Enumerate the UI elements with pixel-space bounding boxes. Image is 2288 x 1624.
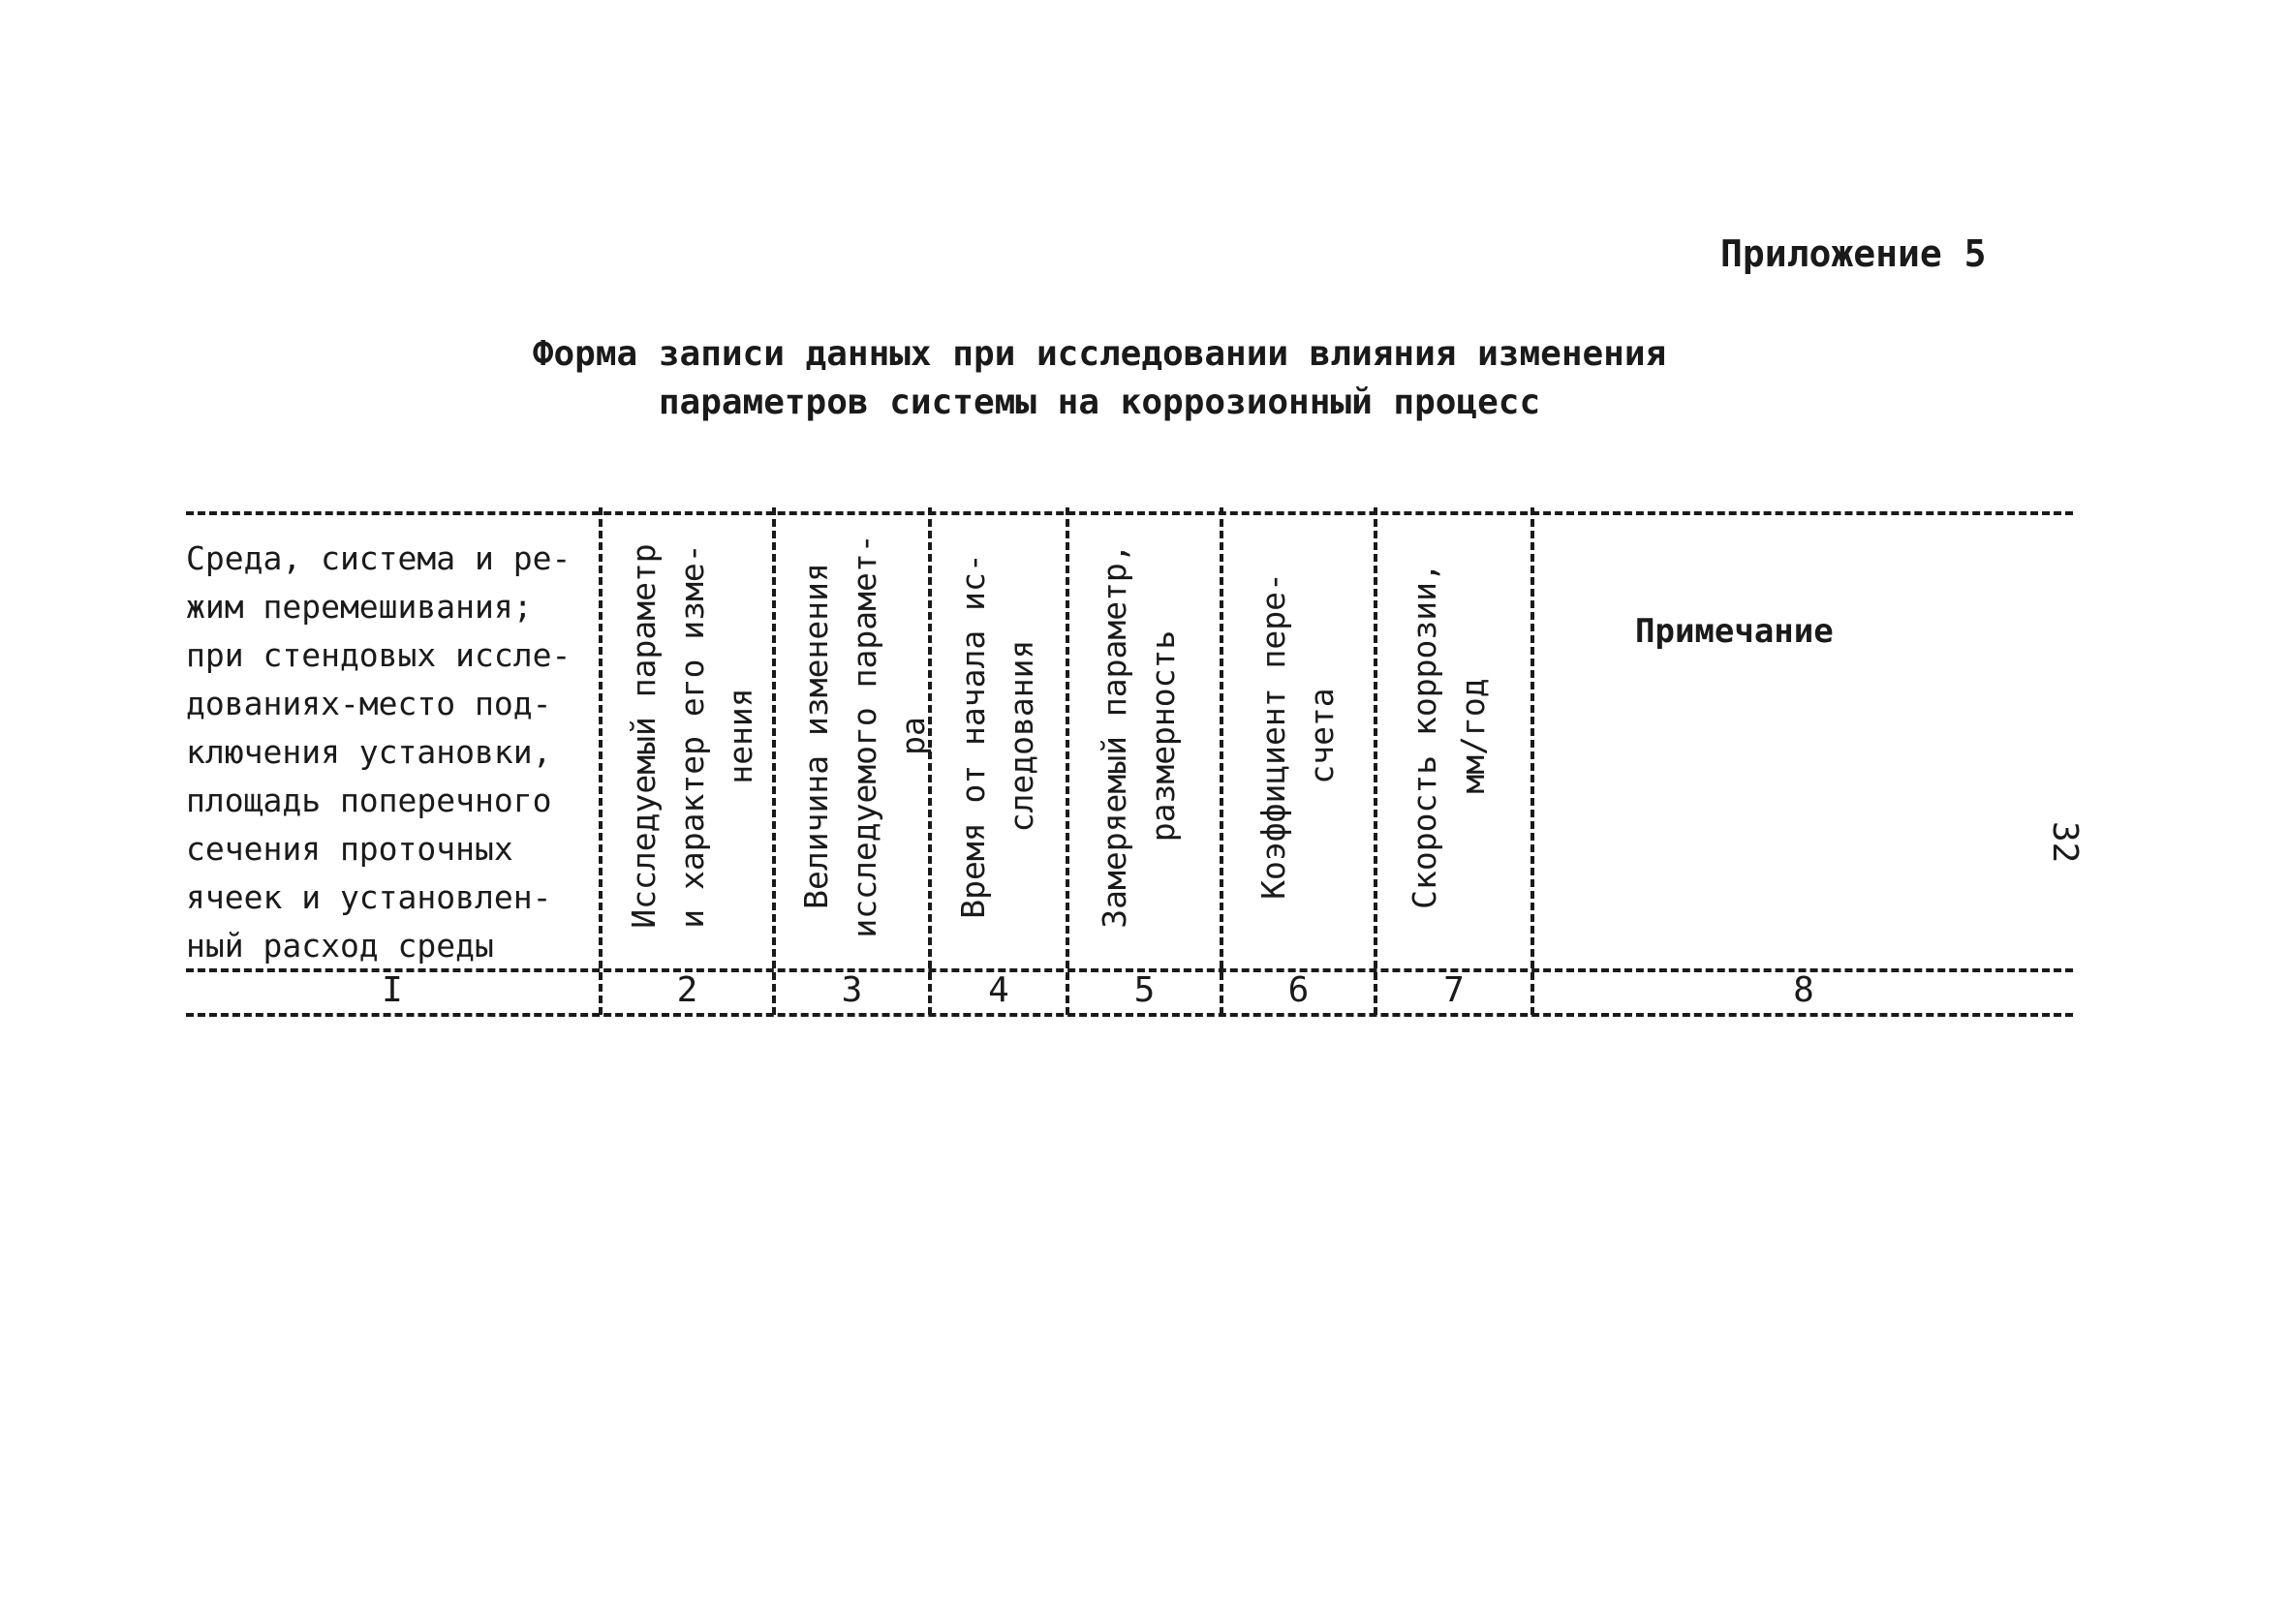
header-cell-7: Скорость коррозии, мм/год	[1406, 563, 1492, 909]
column-number-6: 6	[1287, 970, 1310, 1010]
column-number-7: 7	[1443, 970, 1465, 1010]
document-title-line-1: Форма записи данных при исследовании влияния изменения	[532, 334, 1667, 374]
appendix-label: Приложение 5	[1720, 232, 1987, 275]
column-divider-1	[599, 507, 603, 1015]
column-divider-4	[1066, 507, 1069, 1015]
header-cell-5-wrap	[1091, 513, 1207, 959]
header-cell-3: Величина изменения исследуемого парамет- ра	[797, 534, 932, 938]
document-title-line-2: параметров системы на коррозионный процесс	[658, 383, 1541, 422]
column-number-3: 3	[841, 970, 863, 1010]
column-divider-7	[1530, 507, 1534, 1015]
header-cell-4: Время от начала ис- следования	[954, 553, 1040, 919]
column-number-2: 2	[676, 970, 698, 1010]
header-cell-2-wrap	[620, 513, 765, 959]
header-cell-8: Примечание	[1635, 612, 1834, 651]
column-divider-6	[1374, 507, 1377, 1015]
header-cell-6-wrap	[1250, 513, 1366, 959]
header-cell-1: Среда, система и ре- жим перемешивания; при стендовых иссле- дованиях-место под- ключения установки, площадь поперечного сечения проточных ячеек и установлен- ный расход среды	[186, 539, 572, 965]
column-divider-2	[772, 507, 776, 1015]
header-cell-6: Коэффициент пере- счета	[1254, 572, 1341, 900]
column-number-4: 4	[988, 970, 1009, 1010]
column-number-8: 8	[1793, 970, 1814, 1010]
header-cell-4-wrap	[949, 513, 1066, 959]
column-number-5: 5	[1133, 970, 1156, 1010]
table-bottom-border	[186, 1013, 2073, 1017]
header-cell-2: Исследуемый параметр и характер его изме- нения	[625, 543, 759, 929]
page-number: 32	[2045, 821, 2085, 864]
header-cell-7-wrap	[1401, 513, 1517, 959]
header-cell-5: Замеряемый параметр, размерность	[1096, 543, 1182, 929]
column-number-1: I	[382, 970, 403, 1010]
column-divider-5	[1220, 507, 1223, 1015]
header-cell-3-wrap	[792, 513, 938, 959]
